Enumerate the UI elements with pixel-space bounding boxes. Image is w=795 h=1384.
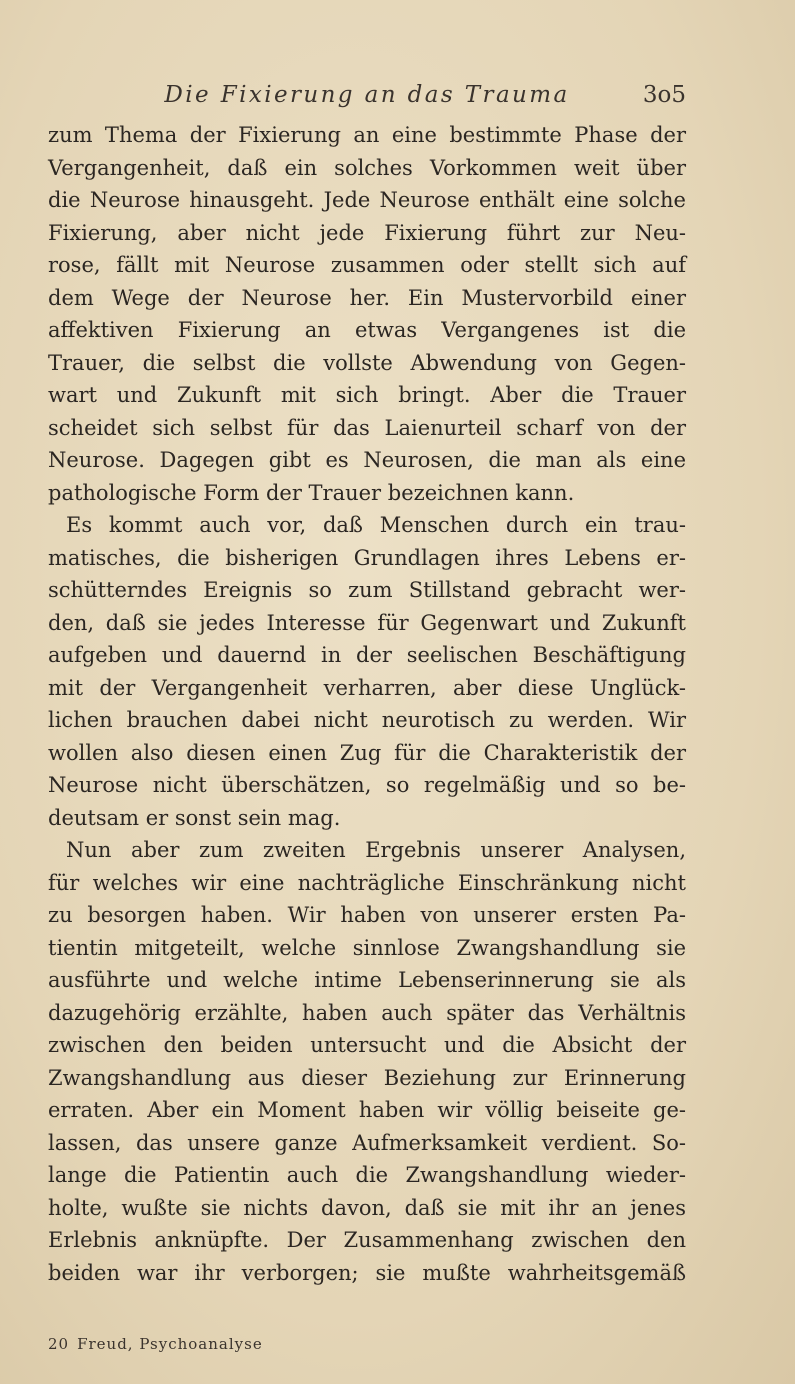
- text-line: den, daß sie jedes Interesse für Gegenwart und Zukunft: [48, 610, 686, 635]
- text-line: Vergangenheit, daß ein solches Vorkommen weit über: [48, 155, 686, 180]
- text-line: matisches, die bisherigen Grundlagen ihres Lebens er-: [48, 545, 686, 570]
- text-line: pathologische Form der Trauer bezeichnen kann.: [48, 480, 575, 505]
- text-line: dazugehörig erzählte, haben auch später das Verhältnis: [48, 1000, 686, 1025]
- text-line: zum Thema der Fixierung an eine bestimmte Phase der: [48, 123, 686, 147]
- text-line: affektiven Fixierung an etwas Vergangenes ist die: [48, 318, 686, 342]
- paragraph: [48, 509, 686, 834]
- text-line: rose, fällt mit Neurose zusammen oder stellt sich auf: [48, 253, 686, 277]
- text-line: erraten. Aber ein Moment haben wir völlig beiseite ge-: [48, 1098, 686, 1122]
- page-header: [48, 78, 686, 118]
- text-line: Trauer, die selbst die vollste Abwendung von Gegen-: [48, 350, 686, 375]
- text-line: scheidet sich selbst für das Laienurteil scharf von der: [48, 415, 686, 440]
- text-line: dem Wege der Neurose her. Ein Mustervorbild einer: [48, 285, 686, 310]
- text-line: zu besorgen haben. Wir haben von unserer ersten Pa-: [48, 903, 686, 927]
- text-line: Nun aber zum zweiten Ergebnis unserer Analysen,: [66, 838, 686, 862]
- text-line: lichen brauchen dabei nicht neurotisch zu werden. Wir: [48, 708, 686, 732]
- text-line: Neurose nicht überschätzen, so regelmäßig und so be-: [48, 773, 686, 797]
- text-line: Neurose. Dagegen gibt es Neurosen, die man als eine: [48, 448, 686, 472]
- text-line: für welches wir eine nachträgliche Einschränkung nicht: [48, 870, 686, 895]
- paragraph: [48, 119, 686, 509]
- text-line: mit der Vergangenheit verharren, aber diese Unglück-: [48, 675, 686, 700]
- running-head: Die Fixierung an das Trauma: [164, 82, 570, 108]
- page-number: 3o5: [642, 82, 686, 108]
- text-line: wart und Zukunft mit sich bringt. Aber die Trauer: [48, 383, 686, 407]
- text-line: zwischen den beiden untersucht und die Absicht der: [48, 1033, 686, 1057]
- text-line: Fixierung, aber nicht jede Fixierung führt zur Neu-: [48, 220, 686, 245]
- text-line: die Neurose hinausgeht. Jede Neurose enthält eine solche: [48, 188, 686, 212]
- text-line: Erlebnis anknüpfte. Der Zusammenhang zwischen den: [48, 1228, 686, 1252]
- text-line: deutsam er sonst sein mag.: [48, 805, 341, 830]
- text-line: holte, wußte sie nichts davon, daß sie mit ihr an jenes: [48, 1195, 686, 1220]
- text-line: schütterndes Ereignis so zum Stillstand gebracht wer-: [48, 578, 686, 602]
- text-line: lassen, das unsere ganze Aufmerksamkeit verdient. So-: [48, 1130, 686, 1155]
- text-line: aufgeben und dauernd in der seelischen Beschäftigung: [48, 643, 686, 667]
- text-line: ausführte und welche intime Lebenserinnerung sie als: [48, 968, 686, 992]
- body-text: [48, 119, 686, 1289]
- text-line: wollen also diesen einen Zug für die Charakteristik der: [48, 740, 686, 765]
- text-line: Zwangshandlung aus dieser Beziehung zur Erinnerung: [48, 1065, 686, 1090]
- text-line: tientin mitgeteilt, welche sinnlose Zwangshandlung sie: [48, 935, 686, 960]
- footer-text: Freud, Psychoanalyse: [77, 1335, 263, 1353]
- text-line: beiden war ihr verborgen; sie mußte wahrheitsgemäß: [48, 1260, 686, 1285]
- text-line: lange die Patientin auch die Zwangshandlung wieder-: [48, 1163, 686, 1187]
- printer-signature: 20: [48, 1335, 70, 1353]
- paragraph: [48, 834, 686, 1289]
- page-footer: [48, 1335, 263, 1353]
- text-line: Es kommt auch vor, daß Menschen durch ein trau-: [66, 513, 686, 537]
